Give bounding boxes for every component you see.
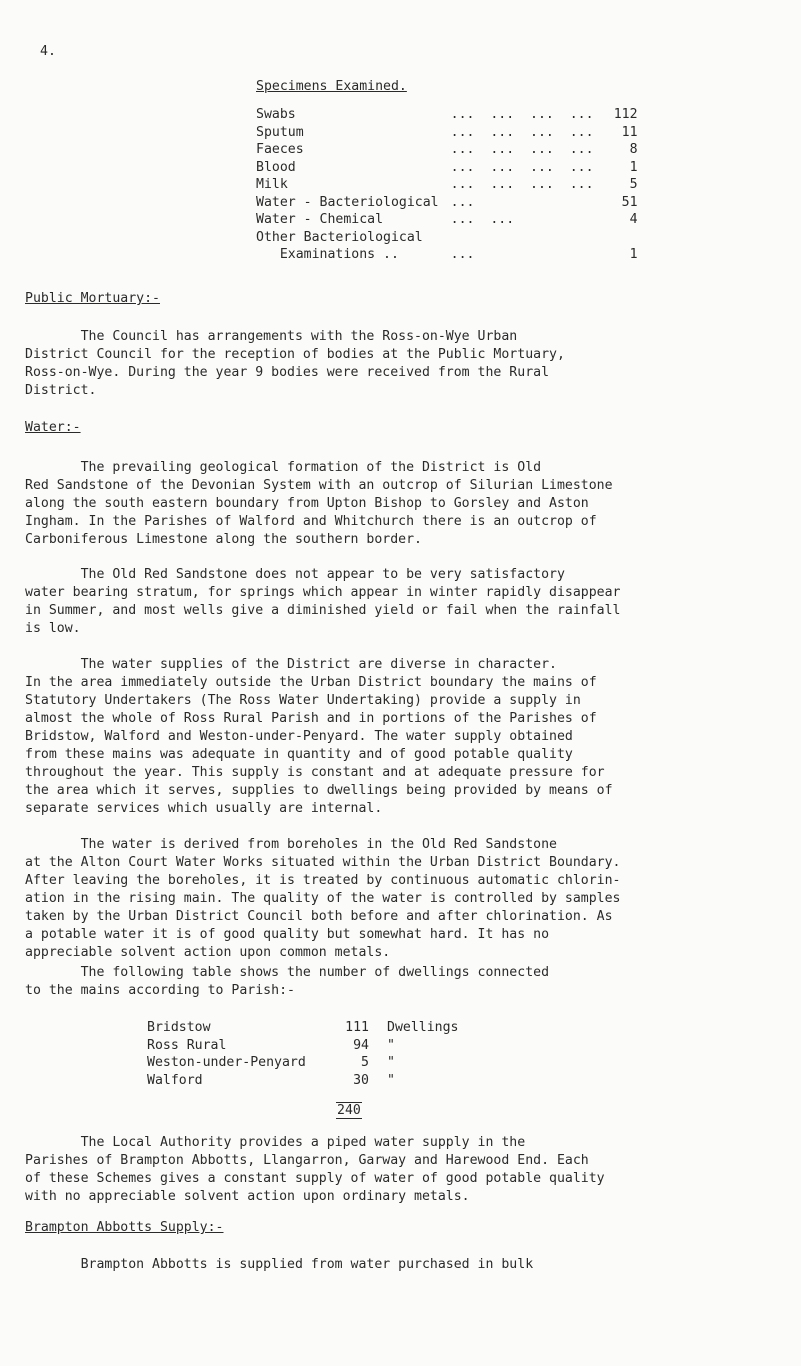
brampton-heading: Brampton Abbotts Supply:- <box>25 1220 224 1235</box>
specimen-label: Milk <box>256 177 288 192</box>
dwellings-row <box>147 1038 458 1056</box>
dwellings-total: 240 <box>337 1103 361 1118</box>
specimen-dots: ... ... ... ... <box>450 177 594 192</box>
specimen-row <box>256 247 638 265</box>
specimen-row <box>256 230 638 248</box>
specimen-row <box>256 107 638 125</box>
specimen-row <box>256 195 638 213</box>
water-heading: Water:- <box>25 420 81 435</box>
specimen-dots: ... <box>450 247 475 262</box>
page-number: 4. <box>40 44 56 59</box>
specimen-label: Water - Chemical <box>256 212 384 227</box>
dwellings-table <box>147 1020 458 1090</box>
dwellings-row <box>147 1055 458 1073</box>
specimen-dots: ... ... ... ... <box>450 159 594 175</box>
mortuary-paragraph: The Council has arrangements with the Ross-on-Wye Urban District Council for the reception of bodies at the Public Mortuary, Ross-on-Wye. During the year 9 bodies were received from the Rural District. <box>25 329 565 398</box>
specimen-count: 5 <box>629 177 638 192</box>
dwelling-count: 94 <box>353 1037 369 1053</box>
specimens-heading: Specimens Examined. <box>256 79 407 94</box>
parish-name: Walford <box>147 1072 203 1088</box>
specimen-label: Faeces <box>256 142 304 157</box>
dwelling-unit: " <box>387 1037 395 1053</box>
specimen-row <box>256 212 638 230</box>
dwelling-unit: Dwellings <box>387 1020 459 1035</box>
dwellings-row <box>147 1020 458 1038</box>
specimen-label: Water - Bacteriological <box>256 194 439 210</box>
dwellings-intro-paragraph: The following table shows the number of dwellings connected to the mains according to Parish:- <box>25 965 550 998</box>
dwelling-unit: " <box>387 1055 395 1070</box>
specimen-count: 1 <box>629 247 638 262</box>
sandstone-paragraph: The Old Red Sandstone does not appear to be very satisfactory water bearing stratum, for springs which appear in winter rapidly disappear in Summer, and most wells give a diminished yield or fail when the rainfall is low. <box>25 567 621 636</box>
specimen-dots: ... ... ... ... <box>450 124 594 140</box>
dwelling-count: 30 <box>353 1072 369 1088</box>
dwelling-count: 111 <box>345 1020 369 1035</box>
parish-name: Ross Rural <box>147 1037 227 1053</box>
specimen-dots: ... ... ... ... <box>450 142 594 157</box>
boreholes-paragraph: The water is derived from boreholes in the Old Red Sandstone at the Alton Court Water Works situated within the Urban District Boundary. After leaving the boreholes, it is treated by continuous automatic chlorin- ation in the rising main. The quality of the water is controlled by samples taken by the Urban District Council both before and after chlorination. As a potable water it is of good quality but somewhat hard. It has no appreciable solvent action upon common metals. <box>25 837 621 960</box>
specimen-dots: ... <box>450 194 475 210</box>
water-supplies-paragraph: The water supplies of the District are diverse in character. In the area immediately outside the Urban District boundary the mains of Statutory Undertakers (The Ross Water Undertaking) provide a supply in almost the whole of Ross Rural Parish and in portions of the Parishes of Bridstow, Walford and Weston-under-Penyard. The water supply obtained from these mains was adequate in quantity and of good potable quality throughout the year. This supply is constant and at adequate pressure for the area which it serves, supplies to dwellings being provided by means of separate services which usually are internal. <box>25 657 613 816</box>
specimen-row <box>256 160 638 178</box>
specimen-count: 1 <box>629 159 638 175</box>
specimen-label: Swabs <box>256 107 296 122</box>
specimen-row <box>256 125 638 143</box>
specimen-label: Blood <box>256 159 296 175</box>
specimen-row <box>256 142 638 160</box>
specimen-count: 112 <box>613 107 638 122</box>
specimen-count: 51 <box>621 194 638 210</box>
specimen-count: 4 <box>629 212 638 227</box>
dwelling-count: 5 <box>361 1055 369 1070</box>
specimen-count <box>594 230 638 248</box>
specimen-label: Examinations .. <box>256 247 399 262</box>
mortuary-heading: Public Mortuary:- <box>25 291 160 306</box>
specimen-dots: ... ... <box>450 212 515 227</box>
specimen-dots <box>439 230 594 248</box>
dwellings-row <box>147 1073 458 1091</box>
brampton-paragraph: Brampton Abbotts is supplied from water purchased in bulk <box>25 1257 534 1272</box>
local-authority-paragraph: The Local Authority provides a piped water supply in the Parishes of Brampton Abbotts, Llangarron, Garway and Harewood End. Each of these Schemes gives a constant supply of water of good potable quality with no appreciable solvent action upon ordinary metals. <box>25 1135 605 1204</box>
specimen-label: Sputum <box>256 124 304 140</box>
geology-paragraph: The prevailing geological formation of the District is Old Red Sandstone of the Devonian System with an outcrop of Silurian Limestone along the south eastern boundary from Upton Bishop to Gorsley and Aston Ingham. In the Parishes of Walford and Whitchurch there is an outcrop of Carboniferous Limestone along the southern border. <box>25 460 613 547</box>
parish-name: Bridstow <box>147 1020 211 1035</box>
specimen-count: 8 <box>629 142 638 157</box>
specimen-count: 11 <box>621 124 638 140</box>
dwelling-unit: " <box>387 1072 395 1088</box>
specimen-dots: ... ... ... ... <box>450 107 594 122</box>
specimen-label: Other Bacteriological <box>256 229 423 245</box>
parish-name: Weston-under-Penyard <box>147 1055 306 1070</box>
specimens-table <box>256 107 638 265</box>
specimen-row <box>256 177 638 195</box>
